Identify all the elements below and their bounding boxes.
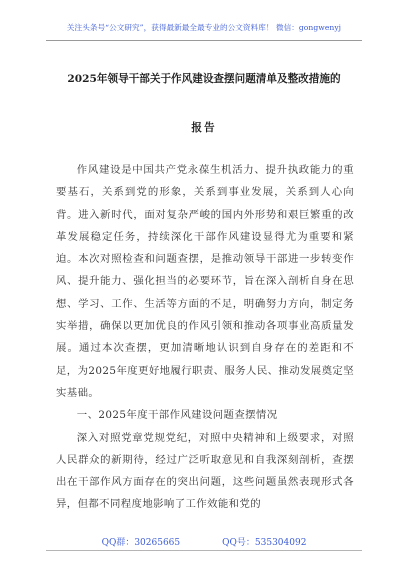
footer-qq-number: QQ号：535304092 xyxy=(222,538,307,548)
document-title: 2025年领导干部关于作风建设查摆问题清单及整改措施的 xyxy=(67,73,341,85)
footer-qq-group: QQ群：30265665 xyxy=(101,538,181,548)
header-divider xyxy=(46,40,362,41)
footer-divider xyxy=(46,550,362,551)
footer-contact xyxy=(0,535,408,548)
document-title-continued: 报告 xyxy=(191,122,217,134)
section-paragraph: 深入对照党章党规党纪，对照中央精神和上级要求，对照人民群众的新期待，经过广泛听取意见和自我深刻剖析，查摆出在干部作风方面存在的突出问题，这些问题虽然表现形式各异，但都不同程度地影响了工作效能和党的 xyxy=(56,431,354,511)
document-body xyxy=(56,159,354,516)
header-banner: 关注头条号“公文研究”，获得最新最全最专业的公文资料库！ 微信：gongwenyj xyxy=(66,23,342,32)
section-heading: 一、2025年度干部作风建设问题查摆情况 xyxy=(76,409,278,422)
intro-paragraph: 作风建设是中国共产党永葆生机活力、提升执政能力的重要基石，关系到党的形象，关系到事业发展，关系到人心向背。进入新时代，面对复杂严峻的国内外形势和艰巨繁重的改革发展稳定任务，持续深化干部作风建设显得尤为重要和紧迫。本次对照检查和问题查摆，是推动领导干部进一步转变作风、提升能力、强化担当的必要环节，旨在深入剖析自身在思想、学习、工作、生活等方面的不足，明确努力方向，制定务实举措，确保以更加优良的作风引领和推动各项事业高质量发展。通过本次查摆，更加清晰地认识到自身存在的差距和不足，为2025年度更好地履行职责、服务人民、推动发展奠定坚实基础。 xyxy=(56,164,354,399)
